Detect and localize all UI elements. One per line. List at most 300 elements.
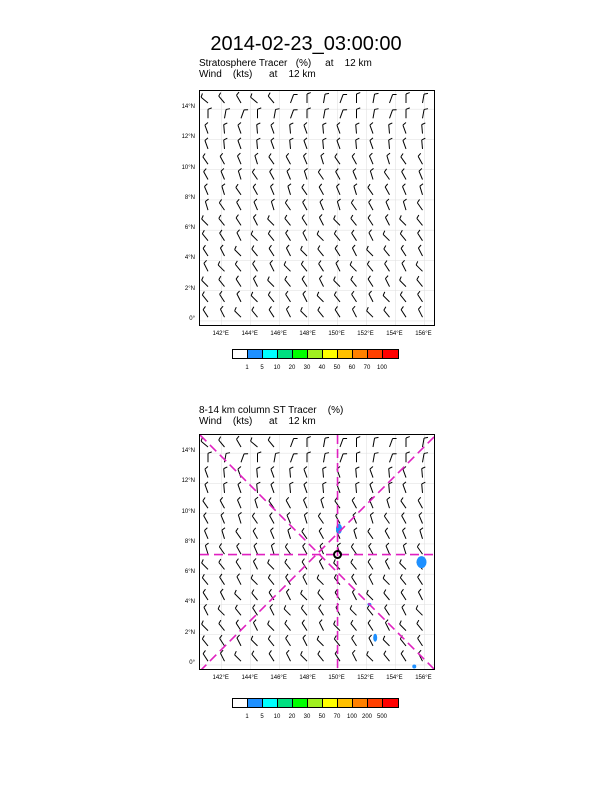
wind-barb bbox=[357, 437, 361, 447]
wind-barb bbox=[383, 292, 389, 302]
wind-barb bbox=[235, 307, 241, 317]
wind-barb bbox=[373, 109, 378, 119]
wind-barb bbox=[252, 169, 257, 180]
wind-barb bbox=[422, 467, 426, 478]
wind-barb bbox=[235, 590, 241, 600]
wind-barb bbox=[285, 559, 291, 569]
wind-barb bbox=[201, 93, 208, 103]
wind-barb bbox=[418, 153, 422, 164]
wind-barb bbox=[368, 184, 373, 195]
wind-barb bbox=[286, 153, 290, 164]
colorbar-label: 1 bbox=[245, 714, 249, 720]
wind-barb bbox=[320, 199, 324, 210]
wind-barb bbox=[203, 245, 208, 256]
wind-barb bbox=[301, 261, 307, 271]
wind-barb bbox=[237, 230, 241, 241]
wind-barb bbox=[336, 169, 340, 180]
wind-barb bbox=[270, 528, 274, 539]
wind-barb bbox=[318, 590, 324, 600]
wind-barb bbox=[370, 512, 373, 523]
wind-barb bbox=[202, 277, 208, 287]
wind-barb bbox=[356, 467, 360, 478]
wind-barb bbox=[370, 168, 373, 179]
y-tick-label: 6°N bbox=[184, 225, 195, 232]
wind-barb bbox=[218, 261, 224, 271]
wind-barb bbox=[225, 109, 230, 119]
wind-barb bbox=[251, 292, 257, 302]
wind-barb bbox=[268, 277, 274, 287]
wind-barb bbox=[402, 169, 406, 180]
wind-barb bbox=[350, 261, 356, 271]
wind-barb bbox=[357, 93, 361, 103]
colorbar-swatch bbox=[278, 699, 293, 707]
wind-barb bbox=[304, 123, 307, 134]
wind-barb bbox=[304, 168, 307, 179]
wind-barb bbox=[352, 230, 357, 241]
wind-barb bbox=[317, 292, 323, 302]
wind-barb bbox=[400, 215, 406, 225]
wind-barb bbox=[323, 467, 327, 478]
wind-barb bbox=[202, 621, 208, 631]
wind-barb bbox=[203, 650, 208, 661]
wind-barb bbox=[352, 306, 356, 317]
wind-barb bbox=[274, 109, 279, 119]
x-tick-label: 156°E bbox=[415, 675, 432, 681]
wind-barb bbox=[238, 168, 241, 179]
wind-barb bbox=[224, 482, 228, 493]
wind-barb bbox=[224, 138, 228, 149]
wind-barb bbox=[241, 454, 248, 463]
wind-barb bbox=[368, 215, 373, 226]
wind-barb bbox=[270, 169, 274, 180]
wind-barb bbox=[401, 154, 406, 165]
wind-barb bbox=[351, 559, 357, 569]
wind-barb bbox=[385, 558, 389, 569]
wind-barb bbox=[220, 291, 225, 302]
x-tick-label: 148°E bbox=[299, 331, 316, 337]
wind-barb bbox=[303, 635, 307, 646]
wind-barb bbox=[406, 93, 410, 103]
wind-barb bbox=[285, 215, 291, 225]
wind-barb bbox=[352, 635, 357, 646]
wind-barb bbox=[271, 543, 274, 554]
wind-barb bbox=[235, 605, 241, 615]
colorbar-label: 10 bbox=[273, 365, 281, 371]
wind-barb bbox=[318, 513, 323, 524]
wind-barb bbox=[400, 291, 406, 301]
wind-barb bbox=[423, 109, 428, 119]
wind-barb bbox=[288, 528, 291, 539]
wind-barb bbox=[416, 261, 422, 271]
wind-barb bbox=[417, 543, 422, 554]
wind-barb bbox=[251, 575, 257, 585]
wind-barbs bbox=[201, 92, 428, 317]
colorbar-label: 1 bbox=[245, 365, 249, 371]
wind-barb bbox=[285, 543, 290, 554]
wind-barb bbox=[307, 93, 311, 103]
wind-barb bbox=[252, 590, 258, 600]
wind-barb bbox=[387, 497, 390, 508]
wind-barb bbox=[418, 306, 422, 317]
x-tick-label: 156°E bbox=[415, 331, 432, 337]
wind-barb bbox=[418, 245, 422, 256]
wind-barb bbox=[287, 512, 291, 523]
wind-barb bbox=[389, 123, 393, 134]
colorbar-swatch bbox=[353, 699, 368, 707]
wind-barb bbox=[291, 454, 298, 463]
wind-barb bbox=[286, 574, 291, 585]
wind-barb bbox=[402, 260, 406, 271]
wind-barb bbox=[402, 513, 406, 524]
wind-barb bbox=[268, 291, 274, 301]
wind-barb bbox=[385, 605, 390, 616]
wind-barb bbox=[237, 574, 241, 585]
wind-barb bbox=[317, 231, 323, 241]
wind-barb bbox=[420, 184, 423, 195]
wind-barb bbox=[303, 574, 307, 585]
wind-barb bbox=[224, 123, 228, 134]
wind-barb bbox=[368, 276, 373, 287]
wind-barb bbox=[269, 650, 274, 661]
wind-barb bbox=[202, 574, 208, 584]
wind-barb bbox=[269, 154, 274, 165]
wind-barb bbox=[383, 636, 389, 646]
x-tick-label: 152°E bbox=[357, 675, 374, 681]
wind-barb-layer bbox=[200, 91, 435, 326]
wind-barb bbox=[384, 307, 390, 317]
wind-barb bbox=[369, 635, 373, 646]
wind-barb bbox=[254, 199, 258, 210]
wind-barb bbox=[367, 261, 373, 271]
colorbar-label: 40 bbox=[318, 365, 326, 371]
wind-barb bbox=[304, 467, 307, 478]
wind-barb bbox=[319, 605, 324, 616]
wind-barb bbox=[220, 635, 225, 646]
wind-barb bbox=[252, 307, 258, 317]
wind-barb bbox=[237, 497, 241, 508]
wind-barb bbox=[403, 543, 406, 554]
wind-barb bbox=[416, 605, 422, 615]
wind-barb bbox=[202, 559, 208, 569]
y-tick-label: 2°N bbox=[184, 629, 195, 636]
wind-barb bbox=[368, 620, 373, 631]
y-tick-label: 10°N bbox=[181, 508, 195, 515]
wind-barb bbox=[220, 306, 224, 317]
x-tick-label: 150°E bbox=[328, 331, 345, 337]
wind-barb bbox=[268, 635, 274, 645]
wind-barb bbox=[401, 245, 406, 256]
wind-barb bbox=[369, 543, 373, 554]
colorbar-label: 70 bbox=[363, 365, 371, 371]
wind-barb bbox=[384, 590, 390, 600]
colorbar-1 bbox=[232, 349, 399, 359]
wind-barb bbox=[237, 436, 242, 447]
wind-barb bbox=[270, 260, 274, 271]
wind-barb bbox=[268, 93, 274, 103]
wind-barb bbox=[203, 589, 208, 600]
wind-barb bbox=[302, 620, 307, 631]
wind-barb bbox=[238, 512, 241, 523]
wind-barb bbox=[373, 437, 378, 447]
tracer-blob bbox=[373, 634, 377, 642]
wind-barb bbox=[385, 620, 389, 631]
wind-barb bbox=[291, 94, 298, 103]
wind-barb bbox=[418, 230, 423, 241]
wind-barb bbox=[317, 636, 323, 646]
wind-barb bbox=[238, 123, 241, 134]
wind-barb bbox=[252, 513, 257, 524]
wind-barb bbox=[268, 215, 274, 225]
wind-barb bbox=[373, 453, 378, 463]
wind-barb bbox=[269, 306, 274, 317]
wind-barb bbox=[351, 543, 356, 554]
wind-barb bbox=[235, 261, 241, 271]
wind-barb bbox=[253, 558, 257, 569]
wind-barb bbox=[253, 528, 257, 539]
x-tick-label: 148°E bbox=[299, 675, 316, 681]
x-tick-label: 142°E bbox=[212, 675, 229, 681]
wind-barb bbox=[422, 482, 426, 493]
wind-barb bbox=[251, 636, 257, 646]
wind-barb bbox=[385, 261, 390, 272]
wind-barb bbox=[204, 528, 208, 539]
wind-barb bbox=[286, 245, 290, 256]
wind-barb bbox=[287, 168, 291, 179]
wind-barb bbox=[324, 437, 329, 447]
colorbar-swatch bbox=[233, 350, 248, 358]
wind-barb bbox=[253, 620, 257, 631]
wind-barb bbox=[303, 497, 307, 508]
wind-barb bbox=[324, 453, 329, 463]
colorbar-swatch bbox=[323, 350, 338, 358]
wind-barb bbox=[286, 306, 290, 317]
wind-barb bbox=[351, 620, 357, 630]
wind-barb bbox=[236, 528, 241, 539]
wind-barb bbox=[303, 199, 307, 210]
wind-barb bbox=[403, 123, 406, 134]
y-tick-label: 4°N bbox=[184, 255, 195, 262]
wind-barb bbox=[290, 482, 294, 493]
colorbar-label: 100 bbox=[346, 714, 357, 720]
wind-barb bbox=[368, 559, 373, 570]
wind-barb bbox=[401, 650, 406, 661]
y-tick-label: 10°N bbox=[181, 164, 195, 171]
x-tick-label: 150°E bbox=[328, 675, 345, 681]
x-tick-label: 146°E bbox=[270, 675, 287, 681]
colorbar-swatch bbox=[323, 699, 338, 707]
wind-barb bbox=[352, 589, 356, 600]
y-tick-label: 4°N bbox=[184, 599, 195, 606]
wind-barb bbox=[336, 184, 340, 195]
wind-barb bbox=[274, 453, 279, 463]
wind-barb bbox=[271, 123, 274, 134]
wind-barb bbox=[340, 454, 347, 463]
wind-barb bbox=[351, 199, 356, 210]
wind-barb bbox=[269, 245, 274, 256]
wind-barb bbox=[290, 123, 294, 134]
wind-barb bbox=[258, 108, 262, 118]
wind-barb bbox=[417, 215, 423, 225]
wind-barb bbox=[423, 93, 428, 103]
wind-barb bbox=[202, 215, 208, 225]
wind-barb bbox=[204, 604, 208, 615]
wind-barb bbox=[255, 497, 258, 508]
wind-barb bbox=[220, 574, 225, 585]
wind-barb bbox=[303, 230, 307, 241]
wind-barb bbox=[253, 261, 258, 272]
wind-barb bbox=[290, 138, 294, 149]
wind-barb bbox=[252, 246, 258, 256]
wind-barb bbox=[222, 528, 225, 539]
wind-barb bbox=[237, 635, 241, 646]
wind-barb bbox=[237, 543, 241, 554]
y-tick-label: 0° bbox=[189, 659, 195, 666]
wind-barb bbox=[419, 168, 423, 179]
wind-barb bbox=[319, 184, 323, 195]
wind-barb bbox=[353, 168, 357, 179]
wind-barb bbox=[423, 437, 428, 447]
wind-barb bbox=[418, 574, 423, 585]
colorbar-label: 500 bbox=[376, 714, 387, 720]
colorbar-swatch bbox=[308, 350, 323, 358]
wind-barb bbox=[307, 452, 311, 462]
y-tick-label: 14°N bbox=[181, 448, 195, 455]
colorbar-swatch bbox=[383, 350, 398, 358]
colorbar-label: 20 bbox=[288, 365, 296, 371]
wind-barb bbox=[286, 291, 291, 302]
wind-barb bbox=[302, 184, 307, 195]
wind-barb bbox=[251, 93, 258, 103]
wind-barb bbox=[268, 559, 274, 569]
x-tick-label: 142°E bbox=[212, 331, 229, 337]
colorbar-swatch bbox=[248, 350, 263, 358]
wind-barb bbox=[340, 438, 347, 447]
wind-barb bbox=[389, 482, 393, 493]
wind-barb bbox=[268, 437, 274, 447]
wind-barb bbox=[203, 498, 208, 509]
wind-barb bbox=[317, 575, 323, 585]
wind-barb bbox=[352, 497, 356, 508]
wind-barb bbox=[406, 108, 410, 118]
wind-barb bbox=[251, 437, 258, 447]
wind-barb bbox=[318, 169, 323, 180]
wind-barb bbox=[270, 513, 274, 524]
wind-barb bbox=[351, 215, 357, 225]
wind-barb bbox=[237, 92, 242, 103]
wind-barb bbox=[369, 291, 373, 302]
wind-barb bbox=[318, 651, 324, 661]
wind-barb bbox=[422, 138, 426, 149]
wind-barb bbox=[291, 438, 298, 447]
wind-barb bbox=[285, 276, 291, 286]
wind-barb bbox=[208, 452, 212, 462]
wind-barb bbox=[419, 512, 423, 523]
wind-barb bbox=[302, 276, 307, 287]
wind-barb bbox=[373, 93, 378, 103]
wind-barb bbox=[356, 123, 360, 134]
wind-barb bbox=[202, 635, 208, 645]
colorbar-label: 5 bbox=[260, 365, 264, 371]
wind-barb bbox=[220, 153, 224, 164]
wind-barb bbox=[237, 153, 241, 164]
wind-barb bbox=[285, 199, 290, 210]
wind-barb bbox=[236, 559, 241, 570]
wind-barb bbox=[222, 184, 225, 195]
wind-barb bbox=[351, 276, 357, 286]
wind-barb bbox=[235, 651, 241, 661]
wind-barb bbox=[251, 231, 257, 241]
wind-barb bbox=[367, 590, 373, 600]
wind-barb bbox=[270, 604, 274, 615]
wind-barb bbox=[357, 108, 361, 118]
wind-barb bbox=[367, 246, 373, 256]
wind-barb bbox=[301, 590, 307, 600]
wind-barb bbox=[406, 437, 410, 447]
wind-barb bbox=[420, 528, 423, 539]
wind-barb bbox=[385, 214, 389, 225]
colorbar-label: 20 bbox=[288, 714, 296, 720]
wind-barb bbox=[318, 307, 324, 317]
wind-barb bbox=[340, 110, 347, 119]
wind-barb bbox=[418, 497, 422, 508]
wind-barb bbox=[220, 589, 224, 600]
wind-barb bbox=[208, 108, 212, 118]
colorbar-swatch bbox=[293, 350, 308, 358]
wind-barb bbox=[304, 512, 307, 523]
wind-barb bbox=[268, 574, 274, 584]
wind-barb bbox=[303, 291, 307, 302]
wind-barb bbox=[235, 246, 241, 256]
wind-barb bbox=[220, 497, 224, 508]
wind-barb bbox=[403, 199, 406, 210]
wind-barb bbox=[220, 245, 224, 256]
wind-barb bbox=[288, 184, 291, 195]
wind-barb bbox=[301, 307, 307, 317]
y-tick-label: 12°N bbox=[181, 478, 195, 485]
wind-barb bbox=[324, 109, 329, 119]
wind-barb bbox=[301, 246, 307, 256]
wind-barb bbox=[334, 230, 340, 240]
wind-barb bbox=[241, 110, 248, 119]
wind-barb bbox=[220, 650, 224, 661]
wind-barb bbox=[352, 574, 357, 585]
wind-barb bbox=[257, 138, 261, 149]
wind-barb bbox=[383, 231, 389, 241]
wind-barb bbox=[383, 575, 389, 585]
wind-barb bbox=[258, 452, 262, 462]
wind-barb bbox=[400, 574, 406, 584]
wind-barb bbox=[370, 467, 373, 478]
wind-barb bbox=[402, 528, 406, 539]
wind-barb bbox=[286, 650, 290, 661]
wind-barb bbox=[402, 184, 406, 195]
wind-barb bbox=[417, 199, 422, 210]
wind-barb bbox=[352, 245, 356, 256]
wind-barb bbox=[385, 184, 389, 195]
y-tick-label: 14°N bbox=[181, 104, 195, 111]
wind-barb bbox=[389, 138, 393, 149]
wind-barb bbox=[255, 153, 258, 164]
panel2-subtitle-2: Wind (kts) at 12 km bbox=[199, 416, 316, 427]
wind-barb bbox=[418, 635, 423, 646]
wind-barb bbox=[254, 543, 258, 554]
wind-barb bbox=[336, 260, 340, 271]
wind-barb bbox=[354, 184, 357, 195]
wind-barb bbox=[367, 307, 373, 317]
wind-barb bbox=[389, 467, 393, 478]
wind-barb bbox=[271, 467, 274, 478]
colorbar-swatch bbox=[278, 350, 293, 358]
